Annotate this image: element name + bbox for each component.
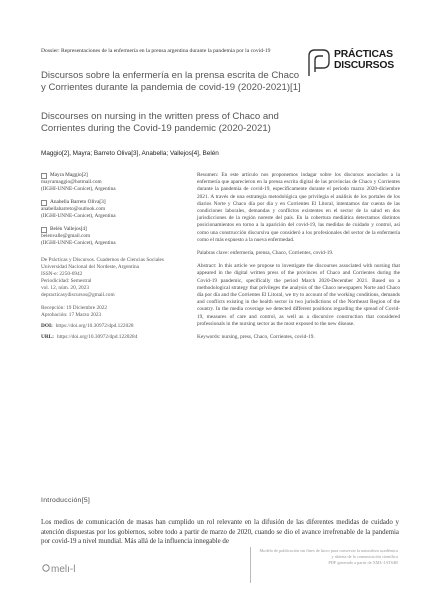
received-date: Recepción: 19 Diciembre 2022 <box>41 305 108 311</box>
author-affiliation: (IIGHI-UNNE-Conicet), Argentina <box>41 240 116 246</box>
orcid-icon <box>41 173 47 179</box>
footer-pdf: PDF generado a partir de XML-JATS4R <box>328 559 398 565</box>
journal-period: Periodicidad: Semestral <box>41 278 92 284</box>
resumen-text: Resumen: En este artículo nos proponemos indagar sobre los discursos asociados a la enfermería que aparecieron en la prensa escrita digital de las provincias de Chaco y Corrientes durante la pandemia de covid-19, específicamente durante el período marzo 2020-diciembre 2021. A través de una estrategia metodológica que privilegia el análisis de los portales de los diarios Norte y Chaco día por día y en Corrientes El Litoral, intentamos dar cuenta de las condiciones laborales, demandas y conflictos existentes en el sector de la salud en dos jurisdicciones de la región noreste del país. En la cobertura mediática detectamos distintos posicionamientos en torno a la aparición del covid-19, las medidas de cuidado y control, así como una construcción discursiva que consideró a los profesionales del sector de la enfermería como el más expuesto a la nueva enfermedad. <box>197 172 400 243</box>
orcid-icon <box>41 200 47 206</box>
dossier-title: Dossier: Representaciones de la enfermería en la prensa argentina durante la pandemia por la covid-19 <box>41 48 271 54</box>
author-name: Belén Vallejos[4] <box>50 226 87 232</box>
author-info-column <box>41 172 177 341</box>
footer-divider <box>250 547 251 583</box>
doi-label: DOI: <box>41 323 53 329</box>
authors-line: Maggio[2], Mayra; Barreto Oliva[3], Anabella; Vallejos[4], Belén <box>41 150 219 157</box>
melica-logo <box>41 561 87 575</box>
body-paragraph: Los medios de comunicación de masas han cumplido un rol relevante en la difusión de las diferentes medidas de cuidado y atención dispuestas por los gobiernos, sobre todo a partir de marzo de 2020, cuando se dio el avance irrefrenable de la pandemia por covid-19 a nivel mundial. Más allá de la influencia innegable de <box>41 519 399 546</box>
author-card <box>41 226 177 247</box>
author-email[interactable]: mayramaggio@hotmail.com <box>41 179 102 185</box>
palabras-clave: Palabras clave: enfermería, prensa, Chaco, Corrientes, covid-19. <box>197 250 334 257</box>
journal-university: Universidad Nacional del Nordeste, Argentina <box>41 264 140 270</box>
author-name: Anabella Barreto Oliva[3] <box>50 199 106 205</box>
footer-project: Modelo de publicación sin fines de lucro para conservar la naturaleza académica y abierta de la comunicación científica <box>259 548 398 559</box>
url-link[interactable]: https://doi.org/10.30972/dpd.1220284 <box>56 334 138 340</box>
article-title-english: Discourses on nursing in the written press of Chaco and Corrientes during the Covid-19 pandemic (2020-2021) <box>41 111 279 134</box>
article-dates <box>41 305 177 319</box>
abstract-column <box>197 172 400 347</box>
doi-link[interactable]: https://doi.org/10.30972/dpd.122028 <box>55 323 134 329</box>
journal-name: De Prácticas y Discursos. Cuadernos de Ciencias Sociales <box>41 257 164 263</box>
article-title-spanish: Discursos sobre la enfermería en la prensa escrita de Chaco y Corrientes durante la pandemia de covid-19 (2020-2021)[1] <box>41 70 301 93</box>
author-email[interactable]: anabellabarreto@outlook.com <box>41 206 106 212</box>
author-affiliation: (IIGHI-UNNE-Conicet), Argentina <box>41 213 116 219</box>
logo-line-2: DISCURSOS <box>334 59 394 71</box>
section-title-introduction: Introducción[5] <box>41 497 91 504</box>
approved-date: Aprobación: 17 Marzo 2023 <box>41 312 102 318</box>
author-card <box>41 199 177 220</box>
footer-text <box>258 548 398 565</box>
doi-row <box>41 323 177 330</box>
author-email[interactable]: belenvalle@gmail.com <box>41 233 91 239</box>
url-row <box>41 334 177 341</box>
svg-text:melı-l: melı-l <box>51 564 76 575</box>
author-affiliation: (IIGHI-UNNE-Conicet), Argentina <box>41 186 116 192</box>
logo-line-1: PRÁCTICAS <box>334 49 393 60</box>
keywords: Keywords: nursing, press, Chaco, Corrientes, covid-19. <box>197 334 315 341</box>
author-name: Mayra Maggio[2] <box>50 172 88 178</box>
url-label: URL: <box>41 334 54 340</box>
abstract-english: Abstract: In this article we propose to investigate the discourses associated with nursing that appeared in the digital written press of the provinces of Chaco and Corrientes during the Covid-19 pandemic, specifically the period March 2020-December 2021. Based on a methodological strategy that privileges the analysis of the Chaco newspapers Norte and Chaco día por día and the Corrientes El Litoral, we try to account of the working conditions, demands and conflicts existing in the health sector in two jurisdictions of the Northeast Region of the country. In the media coverage we detected different positions regarding the spread of Covid-19, measures of care and control, as well as a discursive construction that considered professionals in the nursing sector as the most exposed to the new disease. <box>197 263 400 327</box>
journal-info <box>41 257 177 299</box>
journal-issn: ISSN-e: 2250-6942 <box>41 271 83 277</box>
journal-volume: vol. 12, núm. 20, 2023 <box>41 285 89 291</box>
journal-logo-text <box>334 50 394 71</box>
orcid-icon <box>41 227 47 233</box>
journal-email[interactable]: depracticasydiscursos@gmail.com <box>41 292 115 298</box>
author-card <box>41 172 177 193</box>
